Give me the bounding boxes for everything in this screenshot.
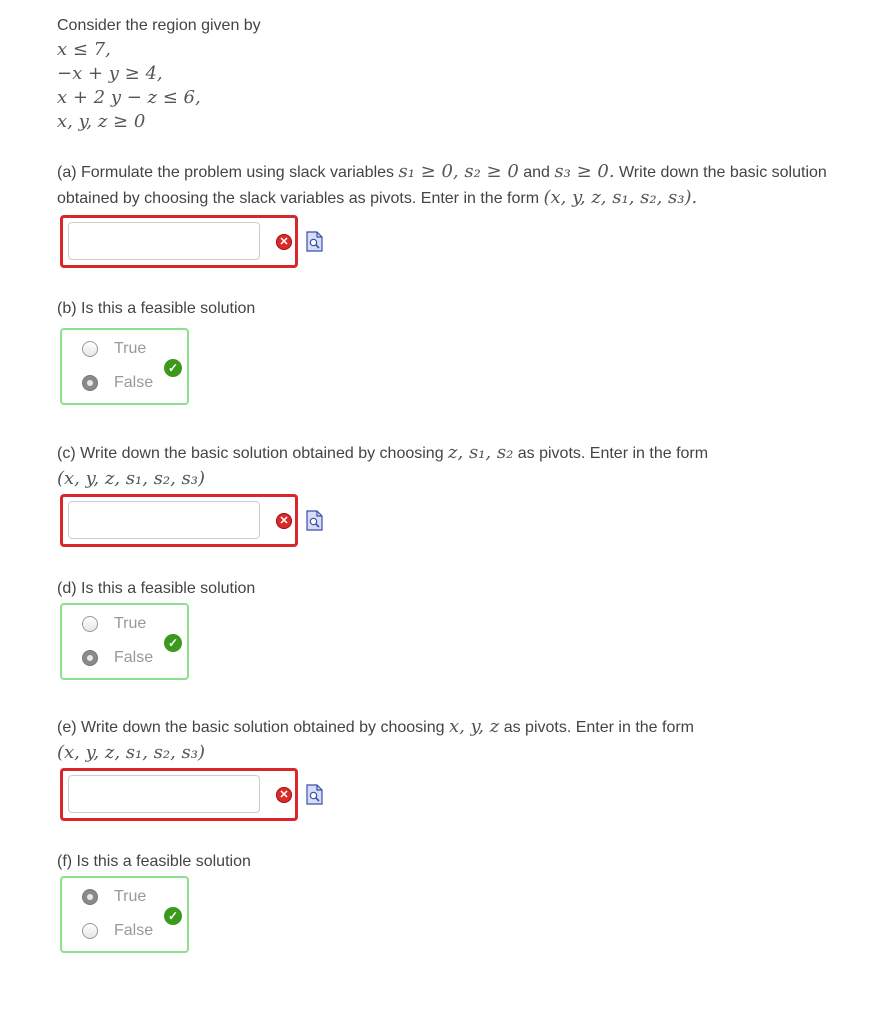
x-circle-icon: ✕ (276, 787, 292, 803)
constraint-2: −x + y ≥ 4, (57, 63, 163, 84)
question-e-text-2: as pivots. Enter in the form (499, 719, 694, 736)
radio-button-selected[interactable] (82, 889, 98, 905)
preview-document-icon[interactable] (306, 231, 323, 252)
question-a-math-2: s₃ ≥ 0. (554, 161, 615, 182)
question-a-text-2: and (518, 164, 555, 181)
x-circle-icon: ✕ (276, 234, 292, 250)
answer-f-options (60, 876, 189, 953)
radio-button[interactable] (82, 616, 98, 632)
question-e-math-1: x, y, z (448, 716, 500, 737)
question-a-math-1: s₁ ≥ 0, s₂ ≥ 0 (398, 161, 519, 182)
radio-button[interactable] (82, 341, 98, 357)
preview-document-icon[interactable] (306, 510, 323, 531)
radio-button-selected[interactable] (82, 650, 98, 666)
answer-e-container (60, 768, 298, 821)
problem-intro (57, 14, 261, 134)
question-d: (d) Is this a feasible solution (57, 580, 256, 597)
constraint-4: x, y, z ≥ 0 (57, 111, 146, 132)
option-label: True (114, 888, 147, 905)
answer-d-options (60, 603, 189, 680)
preview-document-icon[interactable] (306, 784, 323, 805)
question-c (57, 440, 847, 492)
question-c-text-1: (c) Write down the basic solution obtained by choosing (57, 445, 449, 462)
question-c-math-1: z, s₁, s₂ (448, 442, 514, 463)
check-circle-icon: ✓ (164, 907, 182, 925)
option-label: False (114, 922, 154, 939)
option-b-true[interactable] (82, 339, 146, 359)
question-e (57, 714, 847, 766)
question-c-math-2: (x, y, z, s₁, s₂, s₃) (57, 468, 206, 489)
answer-e-input[interactable] (68, 775, 260, 813)
question-b: (b) Is this a feasible solution (57, 300, 256, 317)
option-b-false[interactable] (82, 373, 153, 393)
radio-button-selected[interactable] (82, 375, 98, 391)
option-label: True (114, 615, 147, 632)
answer-a-input[interactable] (68, 222, 260, 260)
check-circle-icon: ✓ (164, 634, 182, 652)
x-circle-icon: ✕ (276, 513, 292, 529)
answer-a-container (60, 215, 298, 268)
option-f-true[interactable] (82, 887, 146, 907)
option-f-false[interactable] (82, 921, 153, 941)
question-e-text-1: (e) Write down the basic solution obtained by choosing (57, 719, 449, 736)
question-a-text-3: Write down the basic solution obtained by choosing the slack variables as pivots. Enter in the form (57, 164, 827, 207)
question-f: (f) Is this a feasible solution (57, 853, 251, 870)
answer-c-input[interactable] (68, 501, 260, 539)
question-e-math-2: (x, y, z, s₁, s₂, s₃) (57, 742, 206, 763)
intro-text: Consider the region given by (57, 17, 261, 34)
option-label: True (114, 340, 147, 357)
question-c-text-2: as pivots. Enter in the form (513, 445, 709, 462)
radio-button[interactable] (82, 923, 98, 939)
option-d-true[interactable] (82, 614, 146, 634)
constraint-1: x ≤ 7, (57, 39, 111, 60)
question-a-text-1: (a) Formulate the problem using slack variables (57, 164, 399, 181)
option-label: False (114, 649, 154, 666)
check-circle-icon: ✓ (164, 359, 182, 377)
question-a-math-3: (x, y, z, s₁, s₂, s₃). (543, 187, 698, 208)
constraint-3: x + 2 y − z ≤ 6, (57, 87, 201, 108)
option-d-false[interactable] (82, 648, 153, 668)
question-a (57, 159, 847, 211)
option-label: False (114, 374, 154, 391)
answer-c-container (60, 494, 298, 547)
answer-b-options (60, 328, 189, 405)
